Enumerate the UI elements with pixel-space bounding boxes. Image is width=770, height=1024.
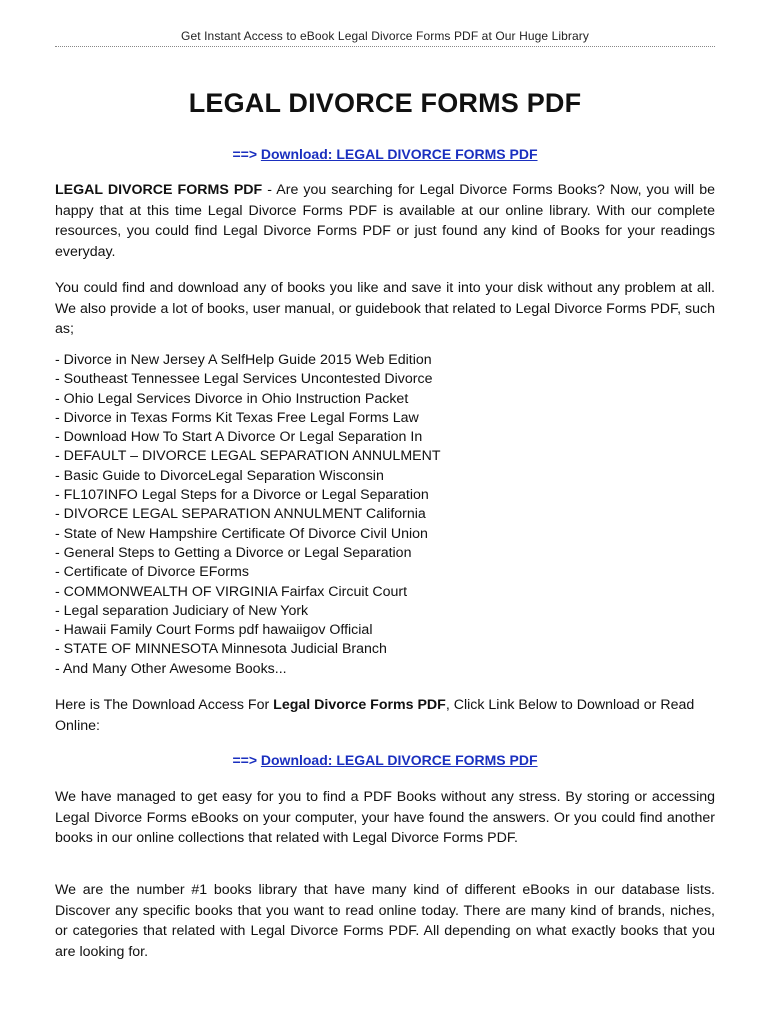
page-title: LEGAL DIVORCE FORMS PDF (188, 88, 582, 118)
access-paragraph (55, 695, 715, 736)
book-list-item: - COMMONWEALTH OF VIRGINIA Fairfax Circuit Court (55, 583, 408, 600)
book-list-item: - DIVORCE LEGAL SEPARATION ANNULMENT California (55, 506, 426, 523)
book-list-item: - STATE OF MINNESOTA Minnesota Judicial Branch (55, 641, 387, 658)
header-divider (55, 46, 715, 47)
download-line-top (55, 146, 715, 162)
book-list-item: - General Steps to Getting a Divorce or Legal Separation (55, 544, 412, 561)
download-link-top[interactable]: Download: LEGAL DIVORCE FORMS PDF (260, 146, 538, 162)
library-paragraph: We are the number #1 books library that have many kind of different eBooks in our database lists. Discover any specific books that you want to read online today. There are many kind of brands, niches, or categories that related with Legal Divorce Forms PDF. All depending on what exactly books that you are looking for. (55, 882, 715, 960)
download-line-bottom (55, 752, 715, 768)
book-list-item: - FL107INFO Legal Steps for a Divorce or Legal Separation (55, 487, 429, 504)
book-list-item: - And Many Other Awesome Books... (55, 660, 287, 677)
intro-paragraph (55, 180, 715, 262)
download-arrow: ==> (232, 146, 257, 162)
book-list-item: - Legal separation Judiciary of New York (55, 602, 309, 619)
download-arrow: ==> (232, 752, 257, 768)
book-list-item: - Certificate of Divorce EForms (55, 564, 249, 581)
book-list-item: - Southeast Tennessee Legal Services Uncontested Divorce (55, 371, 433, 388)
book-list-item: - Download How To Start A Divorce Or Legal Separation In (55, 429, 423, 446)
download-link-bottom[interactable]: Download: LEGAL DIVORCE FORMS PDF (260, 752, 538, 768)
book-list-item: - State of New Hampshire Certificate Of Divorce Civil Union (55, 525, 428, 542)
book-list-item: - Divorce in Texas Forms Kit Texas Free Legal Forms Law (55, 409, 419, 426)
book-list-item: - Ohio Legal Services Divorce in Ohio Instruction Packet (55, 390, 409, 407)
managed-paragraph: We have managed to get easy for you to find a PDF Books without any stress. By storing or accessing Legal Divorce Forms eBooks on your computer, your have found the answers. Or you could find another books in our online collections that related with Legal Divorce Forms PDF. (55, 789, 715, 846)
access-before: Here is The Download Access For (55, 697, 274, 713)
access-after: , Click Link Below to Download or Read Online: (55, 697, 695, 734)
book-list (55, 351, 715, 679)
book-list-item: - Basic Guide to DivorceLegal Separation Wisconsin (55, 467, 384, 484)
access-bold: Legal Divorce Forms PDF (273, 697, 446, 713)
intro-bold-title: LEGAL DIVORCE FORMS PDF (55, 182, 263, 198)
intro-text: - Are you searching for Legal Divorce Forms Books? Now, you will be happy that at this time Legal Divorce Forms PDF is available at our online library. With our complete resources, you could find Legal Divorce Forms PDF or just found any kind of Books for your readings everyday. (55, 182, 716, 260)
book-list-item: - Hawaii Family Court Forms pdf hawaiigov Official (55, 622, 373, 639)
book-list-item: - Divorce in New Jersey A SelfHelp Guide 2015 Web Edition (55, 352, 432, 368)
find-paragraph: You could find and download any of books you like and save it into your disk without any problem at all. We also provide a lot of books, user manual, or guidebook that related to Legal Divorce Forms PDF, such as; (55, 280, 715, 337)
page-header: Get Instant Access to eBook Legal Divorce Forms PDF at Our Huge Library (181, 29, 589, 43)
book-list-item: - DEFAULT – DIVORCE LEGAL SEPARATION ANNULMENT (55, 448, 441, 465)
